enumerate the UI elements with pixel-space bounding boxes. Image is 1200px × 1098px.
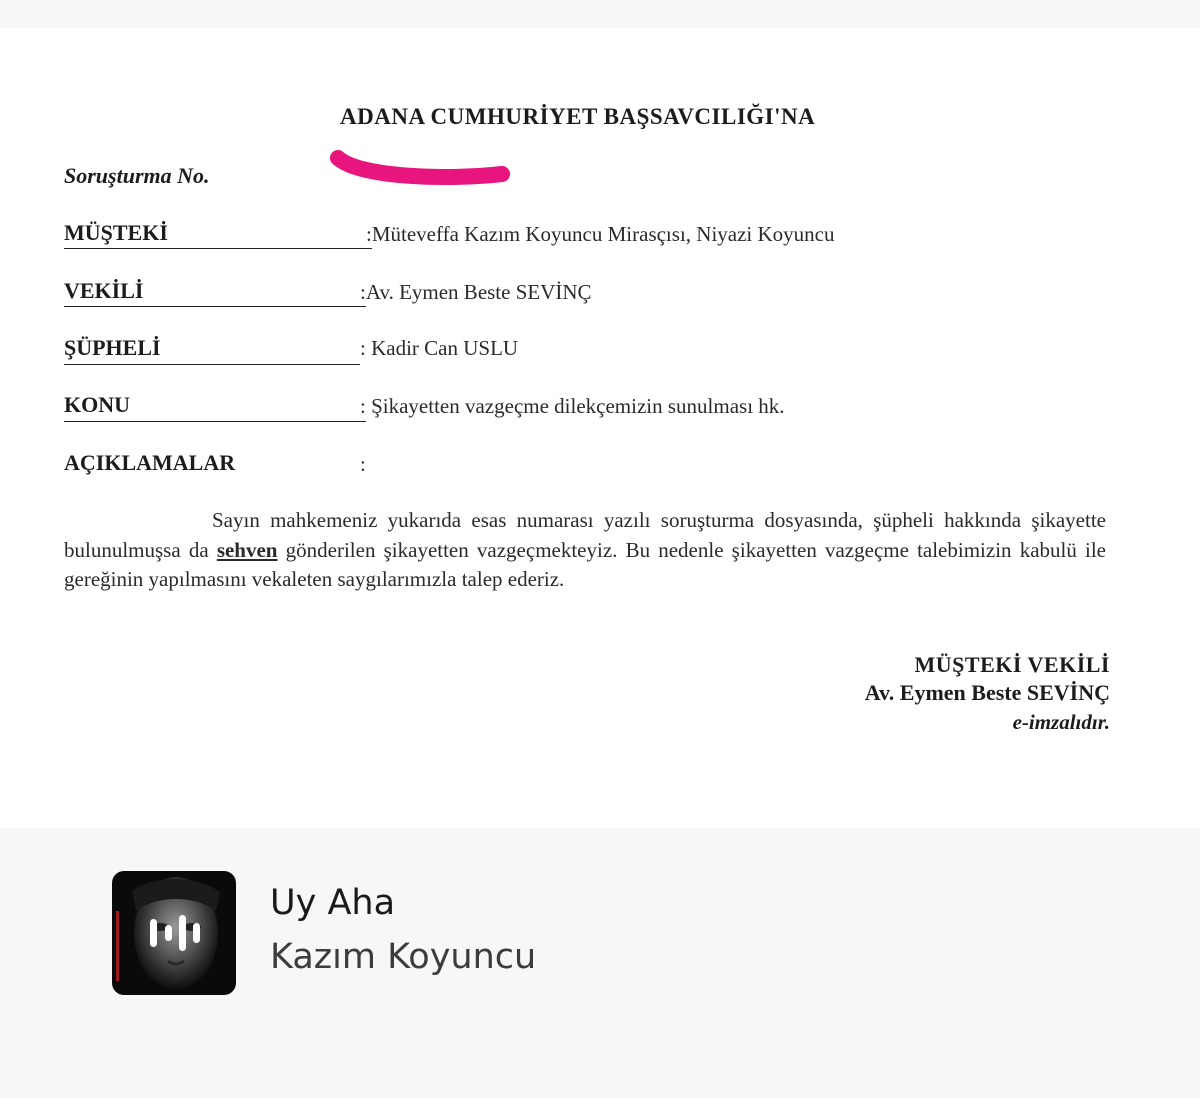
field-label-vekili: VEKİLİ	[64, 278, 144, 303]
body-paragraph	[64, 506, 1106, 595]
audio-waveform-icon	[148, 913, 202, 953]
field-underline-vekili	[64, 306, 366, 307]
document-page	[0, 28, 1200, 828]
field-value-konu: : Şikayetten vazgeçme dilekçemizin sunulması hk.	[360, 394, 785, 418]
field-value-musteki: :Müteveffa Kazım Koyuncu Mirasçısı, Niyazi Koyuncu	[366, 222, 835, 246]
body-text-part2: gönderilen şikayetten vazgeçmekteyiz. Bu nedenle şikayetten vazgeçme talebimizin kabulü ile gereğinin yapılmasını vekaleten saygılarımızla talep ederiz.	[64, 537, 1106, 591]
field-value-vekili: :Av. Eymen Beste SEVİNÇ	[360, 280, 592, 304]
field-value-supheli: : Kadir Can USLU	[360, 336, 519, 360]
field-label-konu: KONU	[64, 392, 130, 417]
body-emphasis: sehven	[216, 537, 278, 562]
field-underline-konu	[64, 421, 366, 422]
song-title[interactable]: Uy Aha	[270, 883, 396, 923]
signature-note: e-imzalıdır.	[1012, 710, 1110, 734]
field-value-aciklamalar: :	[360, 452, 366, 476]
redaction-mark	[330, 150, 510, 190]
body-text-part1: Sayın mahkemeniz yukarıda esas numarası yazılı soruşturma dosyasında, şüpheli hakkında şikayette bulunulmuşsa da	[64, 508, 1106, 562]
signature-role: MÜŞTEKİ VEKİLİ	[914, 652, 1110, 677]
field-underline-supheli	[64, 364, 360, 365]
field-label-aciklamalar: AÇIKLAMALAR	[64, 450, 236, 475]
field-underline-musteki	[64, 248, 372, 249]
field-label-musteki: MÜŞTEKİ	[64, 220, 168, 245]
artist-name[interactable]: Kazım Koyuncu	[270, 937, 537, 977]
signature-name: Av. Eymen Beste SEVİNÇ	[864, 680, 1110, 705]
document-title: ADANA CUMHURİYET BAŞSAVCILIĞI'NA	[340, 104, 816, 129]
field-label-supheli: ŞÜPHELİ	[64, 335, 161, 360]
sorusturma-label: Soruşturma No.	[64, 163, 210, 188]
